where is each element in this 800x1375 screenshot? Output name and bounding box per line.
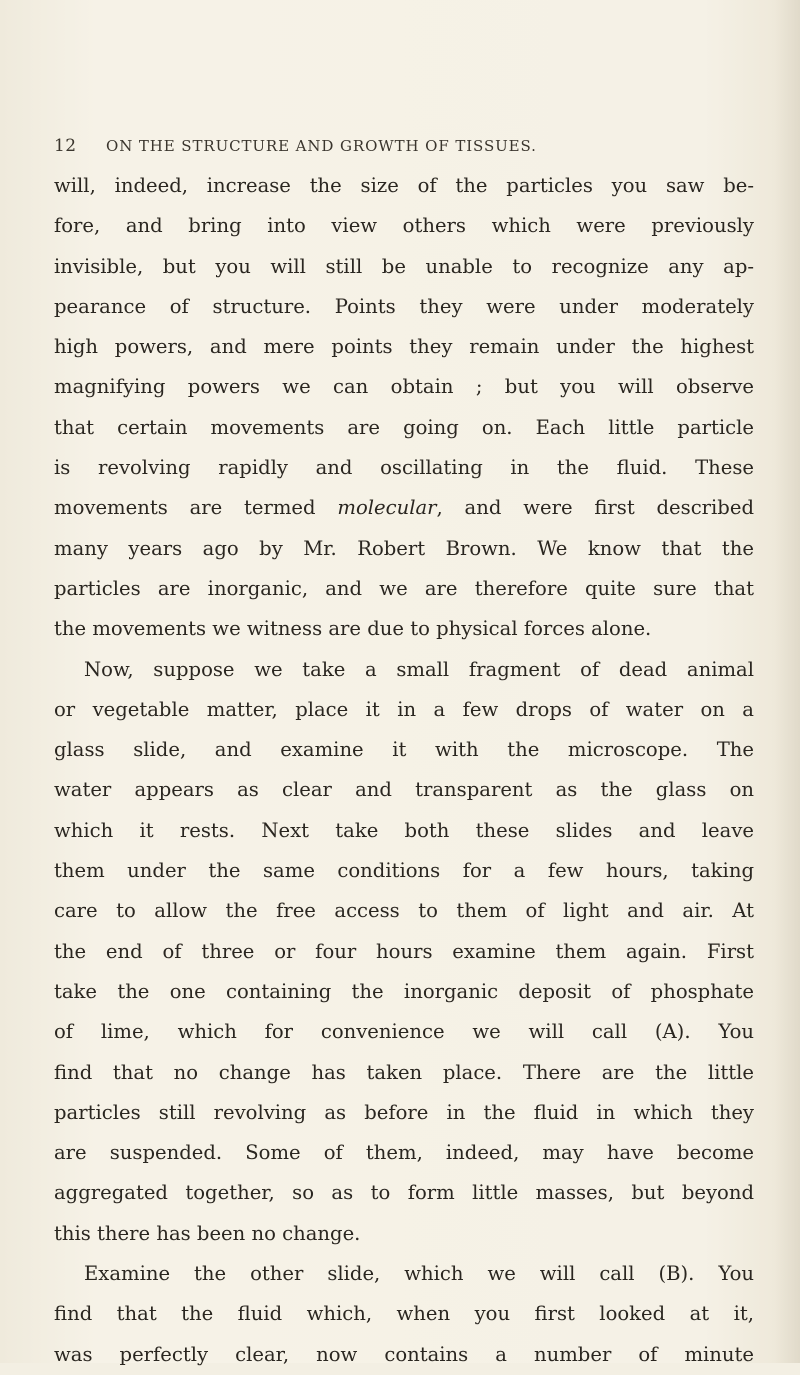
text-line: particles are inorganic, and we are therefore quite sure that bbox=[54, 576, 754, 600]
text-line: glass slide, and examine it with the microscope. The bbox=[54, 738, 754, 762]
text-line: of lime, which for convenience we will call (A). You bbox=[54, 1020, 754, 1044]
text-line: Now, suppose we take a small fragment of dead animal bbox=[84, 657, 754, 681]
text-line: particles still revolving as before in the fluid in which they bbox=[54, 1100, 754, 1124]
text-line: many years ago by Mr. Robert Brown. We know that the bbox=[54, 536, 754, 560]
text-line: aggregated together, so as to form little masses, but beyond bbox=[54, 1181, 754, 1205]
text-line: movements are termed molecular, and were first described bbox=[54, 496, 754, 520]
text-line: take the one containing the inorganic deposit of phosphate bbox=[54, 979, 754, 1003]
text-line: magnifying powers we can obtain ; but you will observe bbox=[54, 375, 754, 399]
text-line: which it rests. Next take both these slides and leave bbox=[54, 818, 754, 842]
text-line: that certain movements are going on. Each little particle bbox=[54, 415, 754, 439]
emphasis-molecular: molecular bbox=[337, 496, 437, 520]
running-title: ON THE STRUCTURE AND GROWTH OF TISSUES. bbox=[106, 137, 537, 155]
text-line: the movements we witness are due to physical forces alone. bbox=[54, 617, 652, 641]
body-text bbox=[54, 166, 754, 1375]
text-line: are suspended. Some of them, indeed, may have become bbox=[54, 1141, 754, 1165]
text-line: pearance of structure. Points they were under moderately bbox=[54, 294, 754, 318]
text-line: care to allow the free access to them of light and air. At bbox=[54, 899, 754, 923]
page-edge-shadow bbox=[774, 0, 800, 1363]
text-line: fore, and bring into view others which were previously bbox=[54, 214, 754, 238]
text-line: find that no change has taken place. There are the little bbox=[54, 1060, 754, 1084]
text-line: high powers, and mere points they remain under the highest bbox=[54, 335, 754, 359]
text-line: this there has been no change. bbox=[54, 1221, 361, 1245]
text-line: the end of three or four hours examine them again. First bbox=[54, 939, 754, 963]
text-line: find that the fluid which, when you first looked at it, bbox=[54, 1302, 754, 1326]
text-line: them under the same conditions for a few hours, taking bbox=[54, 859, 754, 883]
text-line: invisible, but you will still be unable to recognize any ap- bbox=[54, 254, 754, 278]
text-line: was perfectly clear, now contains a number of minute bbox=[54, 1342, 754, 1366]
text-line: Examine the other slide, which we will call (B). You bbox=[84, 1262, 754, 1286]
text-line: or vegetable matter, place it in a few drops of water on a bbox=[54, 697, 754, 721]
page-number: 12 bbox=[54, 136, 77, 156]
text-line: will, indeed, increase the size of the particles you saw be- bbox=[54, 174, 754, 197]
text-line: is revolving rapidly and oscillating in the fluid. These bbox=[54, 456, 754, 480]
running-head bbox=[54, 136, 754, 160]
text-line: water appears as clear and transparent as the glass on bbox=[54, 778, 754, 802]
